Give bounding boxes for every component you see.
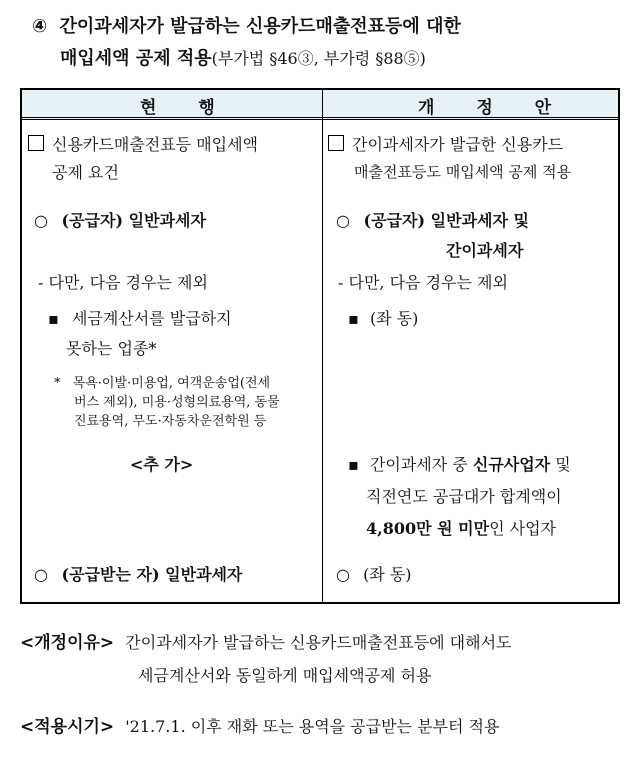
right-supplier-cont: 간이과세자 xyxy=(446,241,524,260)
header-revised: 개 정 안 xyxy=(418,98,570,118)
heading-text-1: 간이과세자가 발급하는 신용카드매출전표등에 대한 xyxy=(59,16,461,37)
apply-text: '21.7.1. 이후 재화 또는 용역을 공급받는 분부터 적용 xyxy=(125,717,500,736)
left-note-line3: 진료용역, 무도·자동차운전학원 등 xyxy=(74,414,267,429)
heading-marker: ④ xyxy=(32,16,48,37)
left-note-line2: 버스 제외), 미용·성형의료용역, 동물 xyxy=(74,395,280,410)
left-sub1-cont: 못하는 업종* xyxy=(66,339,157,358)
apply-row xyxy=(20,712,499,737)
right-receiver: ○ (좌 동) xyxy=(336,565,412,584)
left-added: <추 가> xyxy=(130,455,194,474)
apply-label: <적용시기> xyxy=(20,717,115,737)
square-bullet-icon: ▪ xyxy=(48,309,59,328)
note-asterisk: * xyxy=(54,376,61,391)
reason-text-1: 간이과세자가 발급하는 신용카드매출전표등에 대해서도 xyxy=(125,633,512,652)
heading-text-2: 매입세액 공제 적용 xyxy=(60,48,212,69)
circle-bullet-icon: ○ xyxy=(34,211,48,230)
comparison-table xyxy=(20,88,620,604)
checkbox-square-icon xyxy=(28,135,44,151)
heading-line1 xyxy=(32,12,461,38)
right-supplier: ○ (공급자) 일반과세자 및 xyxy=(336,211,529,230)
table-header xyxy=(22,90,618,120)
left-exception: - 다만, 다음 경우는 제외 xyxy=(38,273,208,292)
right-item1: 간이과세자가 발급한 신용카드 xyxy=(328,132,563,155)
left-sub1: ▪ 세금계산서를 발급하지 xyxy=(48,309,232,328)
heading-reference: (부가법 §46③, 부가령 §88⑤) xyxy=(211,49,426,68)
circle-bullet-icon: ○ xyxy=(34,565,48,584)
right-sub1: ▪ (좌 동) xyxy=(348,309,419,328)
left-item1-cont: 공제 요건 xyxy=(52,163,119,182)
left-supplier: ○ (공급자) 일반과세자 xyxy=(34,211,206,230)
left-note: * 목욕·이발·미용업, 여객운송업(전세 xyxy=(54,376,271,391)
header-current: 현 행 xyxy=(140,98,233,118)
heading-line2 xyxy=(60,44,426,70)
left-receiver: ○ (공급받는 자) 일반과세자 xyxy=(34,565,243,584)
right-new-rule-line2: 직전연도 공급대가 합계액이 xyxy=(366,487,562,506)
square-bullet-icon: ▪ xyxy=(348,309,359,328)
reason-text-2: 세금계산서와 동일하게 매입세액공제 허용 xyxy=(138,666,432,685)
column-divider xyxy=(322,90,323,602)
right-new-rule-line3: 4,800만 원 미만인 사업자 xyxy=(366,519,556,538)
circle-bullet-icon: ○ xyxy=(336,565,350,584)
square-bullet-icon: ▪ xyxy=(348,455,359,474)
right-exception: - 다만, 다음 경우는 제외 xyxy=(338,273,508,292)
reason-row xyxy=(20,628,511,653)
checkbox-square-icon xyxy=(328,135,344,151)
right-item1-cont: 매출전표등도 매입세액 공제 적용 xyxy=(354,163,572,181)
reason-label: <개정이유> xyxy=(20,633,115,653)
circle-bullet-icon: ○ xyxy=(336,211,350,230)
right-new-rule: ▪ 간이과세자 중 신규사업자 및 xyxy=(348,455,571,474)
left-item1: 신용카드매출전표등 매입세액 xyxy=(28,132,258,155)
